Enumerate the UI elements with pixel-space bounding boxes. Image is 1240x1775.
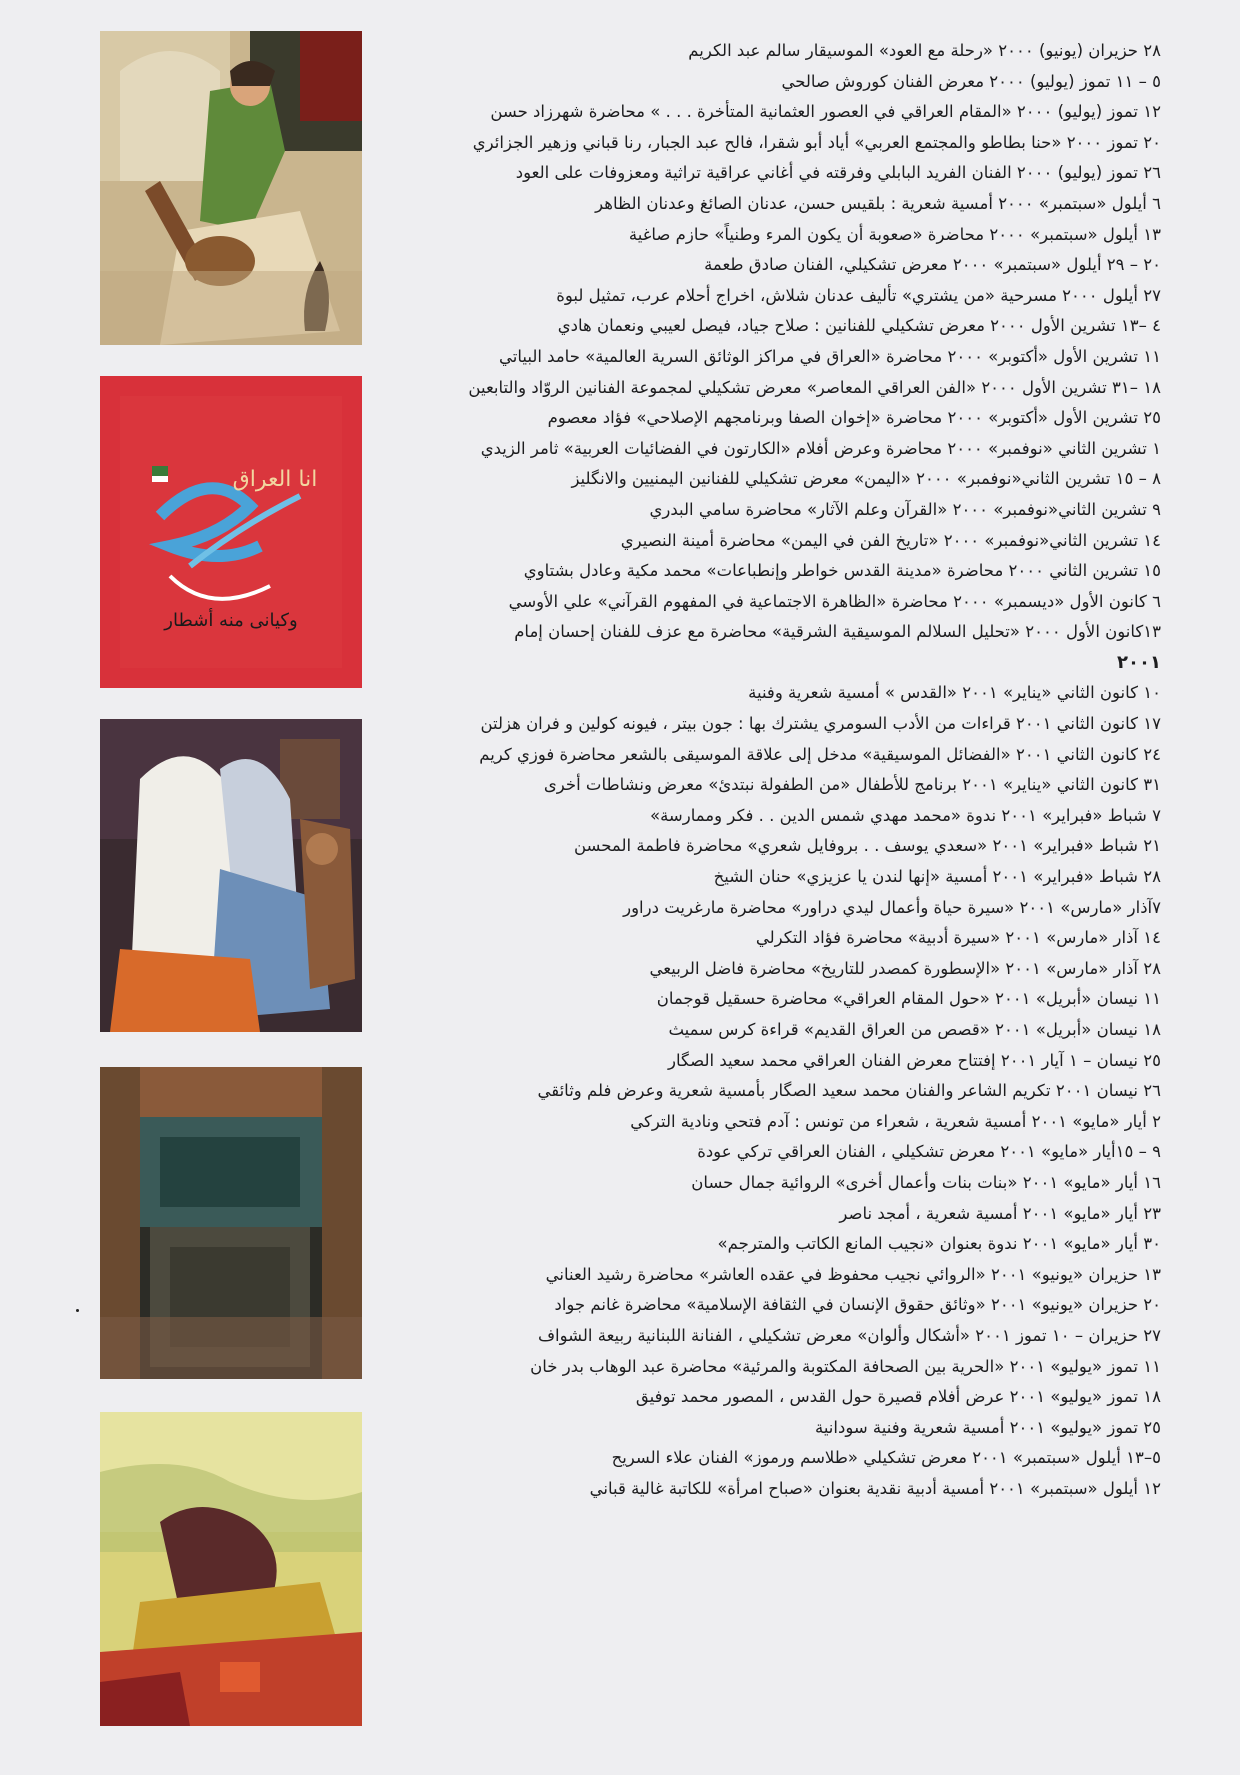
stray-dot xyxy=(76,1309,79,1312)
list-item: ٢٠ تموز ٢٠٠٠ «حنا بطاطو والمجتمع العربي» أياد أبو شقرا، فالح عبد الجبار، رنا قباني وزهير الجزائري xyxy=(472,132,1161,152)
list-item: ٢٧ حزيران – ١٠ تموز ٢٠٠١ «أشكال وألوان» معرض تشكيلي ، الفنانة اللبنانية ربيعة الشواف xyxy=(537,1325,1161,1345)
list-item: ٢٥ تموز «يوليو» ٢٠٠١ أمسية شعرية وفنية سودانية xyxy=(814,1417,1161,1437)
list-item: ٥ – ١١ تموز (يوليو) ٢٠٠٠ معرض الفنان كوروش صالحي xyxy=(781,71,1161,91)
list-item: ٢ أيار «مايو» ٢٠٠١ أمسية شعرية ، شعراء من تونس : آدم فتحي ونادية التركي xyxy=(630,1111,1161,1131)
list-item: ٩ – ١٥أيار «مايو» ٢٠٠١ معرض تشكيلي ، الفنان العراقي تركي عودة xyxy=(697,1142,1161,1162)
list-item: ١٤ آذار «مارس» ٢٠٠١ «سيرة أدبية» محاضرة فؤاد التكرلي xyxy=(755,928,1161,948)
artwork-textured-abstract xyxy=(100,1067,362,1379)
list-item: ٨ – ١٥ تشرين الثاني«نوفمبر» ٢٠٠٠ «اليمن» معرض تشكيلي للفنانين اليمنيين والانگليز xyxy=(571,469,1161,489)
list-item: ١٥ تشرين الثاني ٢٠٠٠ محاضرة «مدينة القدس خواطر وإنطباعات» محمد مكية وعادل بشتاوي xyxy=(523,561,1161,581)
list-item: ٢٨ حزيران (يونيو) ٢٠٠٠ «رحلة مع العود» الموسيقار سالم عبد الكريم xyxy=(688,41,1161,60)
list-item: ١١ تموز «يوليو» ٢٠٠١ «الحرية بين الصحافة المكتوبة والمرئية» محاضرة عبد الوهاب بدر خان xyxy=(530,1356,1161,1376)
artwork-musician-painting xyxy=(100,31,362,345)
list-item: ١١ تشرين الأول «أكتوبر» ٢٠٠٠ محاضرة «العراق في مراكز الوثائق السرية العالمية» حامد البياتي xyxy=(498,346,1161,366)
list-item: ١٢ تموز (يوليو) ٢٠٠٠ «المقام العراقي في العصور العثمانية المتأخرة . . . » محاضرة شهرزاد حسن xyxy=(490,102,1161,122)
year-heading: ٢٠٠١ xyxy=(1117,651,1161,673)
list-item: ٧آذار «مارس» ٢٠٠١ «سيرة حياة وأعمال ليدي دراور» محاضرة مارغريت دراور xyxy=(623,897,1161,917)
calligraphy-text-top: انا العراق xyxy=(232,467,318,492)
list-item: ١٠ كانون الثاني «يناير» ٢٠٠١ «القدس » أمسية شعرية وفنية xyxy=(748,683,1161,703)
list-item: ١٤ تشرين الثاني«نوفمبر» ٢٠٠٠ «تاريخ الفن في اليمن» محاضرة أمينة النصيري xyxy=(620,530,1161,550)
list-item: ٢٥ تشرين الأول «أكتوبر» ٢٠٠٠ محاضرة «إخوان الصفا وبرنامجهم الإصلاحي» فؤاد معصوم xyxy=(547,408,1161,428)
artwork-calligraphy-poster xyxy=(100,376,362,688)
list-item: ١٢ أيلول «سبتمبر» ٢٠٠١ أمسية أدبية نقدية بعنوان «صباح امرأة» للكاتبة غالية قباني xyxy=(589,1478,1161,1498)
list-item: ١٧ كانون الثاني ٢٠٠١ قراءات من الأدب السومري يشترك بها : جون بيتر ، فيونه كولين و فران هزلتن xyxy=(480,714,1161,734)
list-item: ٧ شباط «فبراير» ٢٠٠١ ندوة «محمد مهدي شمس الدين . . فكر وممارسة» xyxy=(649,805,1161,825)
list-item: ٦ كانون الأول «ديسمبر» ٢٠٠٠ محاضرة «الظاهرة الاجتماعية في المفهوم القرآني» علي الأوسي xyxy=(508,591,1161,611)
list-item: ١٦ أيار «مايو» ٢٠٠١ «بنات بنات وأعمال أخرى» الروائية جمال حسان xyxy=(691,1172,1161,1192)
list-item: ٩ تشرين الثاني«نوفمبر» ٢٠٠٠ «القرآن وعلم الآثار» محاضرة سامي البدري xyxy=(649,499,1161,519)
list-item: ٣١ كانون الثاني «يناير» ٢٠٠١ برنامج للأطفال «من الطفولة نبتدئ» معرض ونشاطات أخرى xyxy=(543,775,1161,795)
list-item: ١٣ حزيران «يونيو» ٢٠٠١ «الروائي نجيب محفوظ في عقده العاشر» محاضرة رشيد العناني xyxy=(545,1264,1161,1284)
list-item: ١ تشرين الثاني «نوفمبر» ٢٠٠٠ محاضرة وعرض أفلام «الكارتون في الفضائيات العربية» ثامر الزيدي xyxy=(480,438,1161,458)
list-item: ٢٣ أيار «مايو» ٢٠٠١ أمسية شعرية ، أمجد ناصر xyxy=(839,1203,1161,1223)
list-item: ٢٦ تموز (يوليو) ٢٠٠٠ الفنان الفريد البابلي وفرقته في أغاني عراقية تراثية ومعزوفات على العود xyxy=(515,163,1161,183)
list-item: ٢٨ آذار «مارس» ٢٠٠١ «الإسطورة كمصدر للتاريخ» محاضرة فاضل الربيعي xyxy=(649,958,1161,978)
list-item: ١١ نيسان «أبريل» ٢٠٠١ «حول المقام العراقي» محاضرة حسقيل قوجمان xyxy=(656,989,1161,1009)
events-list xyxy=(381,36,1161,1505)
list-item: ٥–١٣ أيلول «سبتمبر» ٢٠٠١ معرض تشكيلي «طلاسم ورموز» الفنان علاء السريح xyxy=(611,1448,1161,1468)
artwork-yellow-abstract xyxy=(100,1412,362,1726)
list-item: ٢٠ حزيران «يونيو» ٢٠٠١ «وثائق حقوق الإنسان في الثقافة الإسلامية» محاضرة غانم جواد xyxy=(554,1295,1161,1315)
calligraphy-text-bottom: وكيانى منه أشطار xyxy=(164,610,298,631)
artwork-veiled-figures xyxy=(100,719,362,1032)
list-item: ٦ أيلول «سبتمبر» ٢٠٠٠ أمسية شعرية : بلقيس حسن، عدنان الصائغ وعدنان الظاهر xyxy=(595,193,1161,213)
list-item: ٣٠ أيار «مايو» ٢٠٠١ ندوة بعنوان «نجيب المانع الكاتب والمترجم» xyxy=(717,1234,1161,1254)
list-item: ٤ –١٣ تشرين الأول ٢٠٠٠ معرض تشكيلي للفنانين : صلاح جياد، فيصل لعيبي ونعمان هادي xyxy=(557,316,1161,336)
list-item: ٢١ شباط «فبراير» ٢٠٠١ «سعدي يوسف . . بروفايل شعري» محاضرة فاطمة المحسن xyxy=(574,836,1161,856)
list-item: ١٨ نيسان «أبريل» ٢٠٠١ «قصص من العراق القديم» قراءة كرس سميث xyxy=(668,1020,1161,1039)
list-item: ٢٨ شباط «فبراير» ٢٠٠١ أمسية «إنها لندن يا عزيزي» حنان الشيخ xyxy=(713,867,1161,887)
list-item: ٢٠ – ٢٩ أيلول «سبتمبر» ٢٠٠٠ معرض تشكيلي، الفنان صادق طعمة xyxy=(704,255,1161,275)
list-item: ٢٤ كانون الثاني ٢٠٠١ «الفضائل الموسيقية» مدخل إلى علاقة الموسيقى بالشعر محاضرة فوزي كريم xyxy=(479,744,1161,764)
list-item: ١٨ تموز «يوليو» ٢٠٠١ عرض أفلام قصيرة حول القدس ، المصور محمد توفيق xyxy=(635,1387,1161,1407)
list-item: ١٣كانون الأول ٢٠٠٠ «تحليل السلالم الموسيقية الشرقية» محاضرة مع عزف للفنان إحسان إمام xyxy=(514,622,1161,642)
list-item: ٢٦ نيسان ٢٠٠١ تكريم الشاعر والفنان محمد سعيد الصگار بأمسية شعرية وعرض فلم وثائقي xyxy=(537,1081,1161,1101)
list-item: ١٨ –٣١ تشرين الأول ٢٠٠٠ «الفن العراقي المعاصر» معرض تشكيلي لمجموعة الفنانين الروّاد والتابعين xyxy=(468,377,1161,397)
list-item: ١٣ أيلول «سبتمبر» ٢٠٠٠ محاضرة «صعوبة أن يكون المرء وطنياً» حازم صاغية xyxy=(628,224,1161,244)
list-item: ٢٧ أيلول ٢٠٠٠ مسرحية «من يشتري» تأليف عدنان شلاش، اخراج أحلام عرب، تمثيل لبوة xyxy=(556,285,1161,305)
list-item: ٢٥ نيسان – ١ آيار ٢٠٠١ إفتتاح معرض الفنان العراقي محمد سعيد الصگار xyxy=(668,1050,1161,1070)
